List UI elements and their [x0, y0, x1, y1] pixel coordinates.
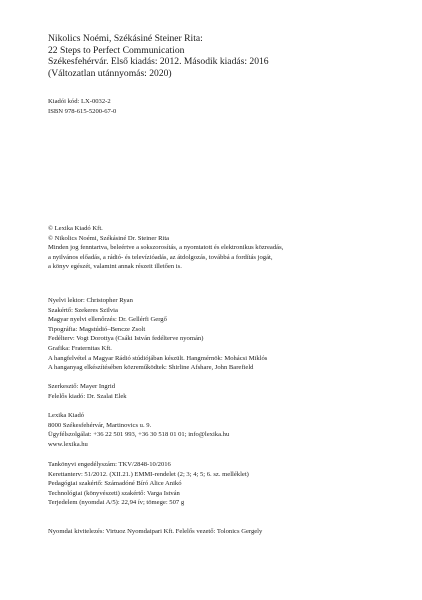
copyright-block [48, 224, 283, 272]
copyright-line: © Nikolics Noémi, Székásiné Dr. Steiner Rita [48, 234, 170, 242]
staff-line: A hangfelvétel a Magyar Rádió stúdiójában készült. Hangmérnök: Mohácsi Miklós [48, 354, 268, 362]
authors-line: Nikolics Noémi, Székásiné Steiner Rita: [48, 33, 203, 44]
rights-line: a könyv egészét, valamint annak részeit illetően is. [48, 263, 182, 271]
staff-block [48, 296, 267, 373]
editor-line: Szerkesztő: Mayer Ingrid [48, 383, 116, 390]
publisher-name: Lexika Kiadó [48, 412, 85, 419]
publisher-address: 8000 Székesfehérvár, Martinovics u. 9. [48, 421, 152, 429]
publisher-block [48, 411, 229, 449]
copyright-line: © Lexika Kiadó Kft. [48, 225, 103, 232]
isbn: ISBN 978-615-5200-67-0 [48, 107, 117, 115]
codes-block [48, 97, 116, 116]
staff-line: Nyelvi lektor: Christopher Ryan [48, 297, 133, 304]
publisher-contact: Ügyfélszolgálat: +36 22 501 993, +36 30 518 01 01; info@lexika.hu [48, 431, 230, 439]
staff-line: A hanganyag elkészítésében közreműködtek: Shirline Afshare, John Barefield [48, 364, 254, 372]
reprint-line: (Változatlan utánnyomás: 2020) [48, 67, 172, 79]
approval-line: Pedagógiai szakértő: Számadóné Bíró Alice Anikó [48, 480, 182, 488]
publisher-code: Kiadói kód: LX-0032-2 [48, 98, 111, 105]
title-block [48, 33, 269, 79]
staff-line: Magyar nyelvi ellenőrzés: Dr. Gellérfi Gergő [48, 316, 167, 324]
approval-line: Technológiai (könyvészeti) szakértő: Varga István [48, 489, 180, 497]
rights-line: Minden jog fenntartva, beleértve a sokszorosítás, a nyomtatott és elektronikus közreadás, [48, 244, 284, 252]
approval-line: Kerettanterv: 51/2012. (XII.21.) EMMI-rendelet (2; 3; 4; 5; 6. sz. melléklet) [48, 470, 249, 478]
printing-block [48, 527, 262, 537]
publisher-website: www.lexika.hu [48, 440, 88, 448]
school-approval-block [48, 460, 249, 508]
rights-line: a nyilvános előadás, a rádió- és televízióadás, az átdolgozás, továbbá a fordítás jogát, [48, 253, 273, 261]
staff-line: Fedélterv: Vogt Dorottya (Csáki István fedélterve nyomán) [48, 335, 204, 343]
editors-block [48, 382, 127, 401]
staff-line: Tipográfia: Magstúdió–Bencze Zsolt [48, 325, 146, 333]
staff-line: Szakértő: Szekeres Szilvia [48, 306, 118, 314]
staff-line: Grafika: Fraternitas Kft. [48, 344, 112, 352]
approval-line: Terjedelem (nyomdai A/5): 22,94 ív; tömege: 507 g [48, 499, 185, 507]
printing-line: Nyomdai kivitelezés: Virtuoz Nyomdaipari Kft. Felelős vezető: Tolonics Gergely [48, 528, 263, 535]
approval-line: Tankönyvi engedélyszám: TKV/2848-10/2016 [48, 461, 171, 468]
editor-line: Felelős kiadó: Dr. Szalai Elek [48, 392, 127, 400]
edition-line: Székesfehérvár. Első kiadás: 2012. Második kiadás: 2016 [48, 56, 269, 68]
book-title: 22 Steps to Perfect Communication [48, 44, 185, 56]
